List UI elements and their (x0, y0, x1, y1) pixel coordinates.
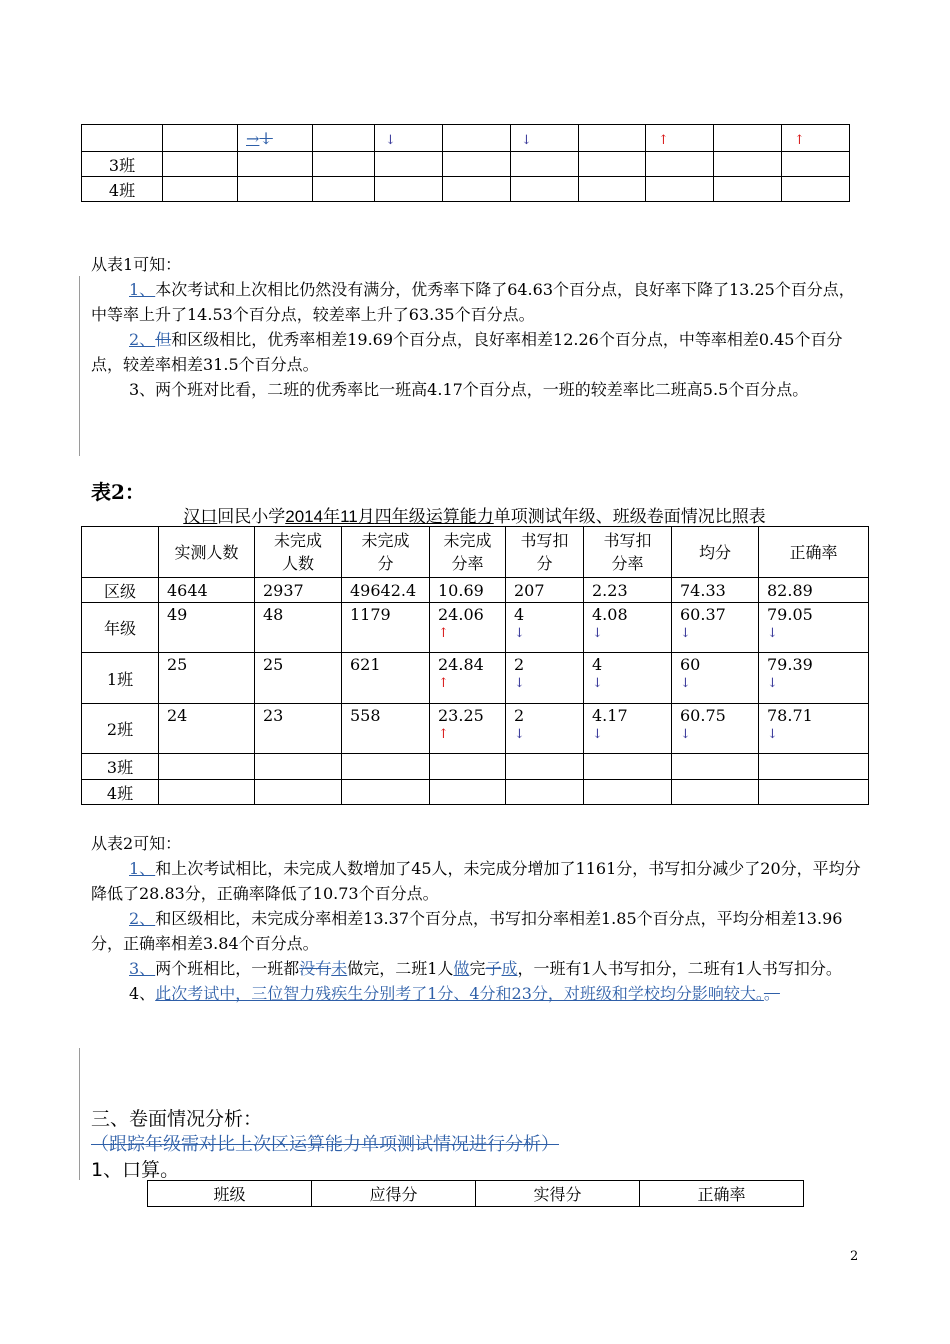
col-header: 正确率 (640, 1181, 804, 1207)
col-header: 应得分 (312, 1181, 476, 1207)
table-cell: 2 ↓ (506, 704, 584, 754)
table-cell: 24.84 ↑ (430, 653, 506, 704)
table-cell: 79.05 ↓ (759, 603, 869, 653)
arrow-down-icon: ↓ (385, 132, 396, 148)
table-row (82, 177, 850, 202)
row-label: 区级 (82, 578, 159, 603)
arrow-down-icon: ↓ (767, 727, 778, 742)
table-row (82, 704, 869, 754)
col-header: 书写扣分率 (584, 527, 672, 578)
arrow-down-icon: ↓ (514, 626, 525, 641)
col-header: 班级 (148, 1181, 312, 1207)
note-paragraph: 4、此次考试中，三位智力残疾生分别考了1分、4分和23分，对班级和学校均分影响较大。。 (129, 984, 780, 1003)
table-cell: 4.08 ↓ (584, 603, 672, 653)
table-cell: 23.25 ↑ (430, 704, 506, 754)
table-cell: 621 (342, 653, 430, 704)
col-header: 未完成分 (342, 527, 430, 578)
notes-intro: 从表1可知： (91, 255, 182, 274)
table-cell: 60.37 ↓ (672, 603, 759, 653)
table-cell: 82.89 (759, 578, 869, 603)
table1-notes (91, 252, 861, 402)
table2-label: 表2： (91, 480, 145, 504)
col-header: 未完成人数 (255, 527, 342, 578)
table-cell: 2937 (255, 578, 342, 603)
table-row (82, 754, 869, 780)
table-cell: 2.23 (584, 578, 672, 603)
table-header-row (82, 527, 869, 578)
table-cell: 24.06 ↑ (430, 603, 506, 653)
row-label: 4班 (82, 780, 159, 805)
table-cell: 60.75 ↓ (672, 704, 759, 754)
note-paragraph: 2、但和区级相比，优秀率相差19.69个百分点，良好率相差12.26个百分点，中等率相差0.45个百分点，较差率相差31.5个百分点。 (91, 330, 843, 374)
col-header: 未完成分率 (430, 527, 506, 578)
table-cell: 1179 (342, 603, 430, 653)
table-cell: 4.17 ↓ (584, 704, 672, 754)
table-row (82, 603, 869, 653)
row-label: 3班 (82, 152, 163, 177)
table-cell: 78.71 ↓ (759, 704, 869, 754)
section-heading: 三、卷面情况分析： (91, 1108, 263, 1130)
arrow-down-icon: ↓ (514, 676, 525, 691)
row-label: 年级 (82, 603, 159, 653)
note-paragraph: 3、两个班对比看，二班的优秀率比一班高4.17个百分点，一班的较差率比二班高5.5个百分点。 (129, 380, 809, 399)
table-cell: 49642.4 (342, 578, 430, 603)
arrow-up-icon: ↑ (658, 132, 669, 148)
table-row (82, 125, 850, 152)
table-cell: 558 (342, 704, 430, 754)
arrow-down-icon: ↓ (680, 727, 691, 742)
arrow-down-icon: ↓ (767, 676, 778, 691)
table-cell: 74.33 (672, 578, 759, 603)
row-label: 4班 (82, 177, 163, 202)
table-cell: 25 (159, 653, 255, 704)
note-paragraph: 3、两个班相比，一班都没有未做完，二班1人做完子成，一班有1人书写扣分，二班有1人书写扣分。 (129, 959, 842, 978)
table-cell: 4 ↓ (584, 653, 672, 704)
table-row (82, 152, 850, 177)
note-paragraph: 1、和上次考试相比，未完成人数增加了45人，未完成分增加了1161分，书写扣分减少了20分，平均分降低了28.83分，正确率降低了10.73个百分点。 (91, 859, 861, 903)
table-cell: 23 (255, 704, 342, 754)
table-cell: 49 (159, 603, 255, 653)
arrow-down-icon: ↓ (592, 676, 603, 691)
arrow-right-icon: → (246, 128, 260, 148)
col-header: 实得分 (476, 1181, 640, 1207)
table-cell: 24 (159, 704, 255, 754)
col-header: 实测人数 (159, 527, 255, 578)
table-cell: 4 ↓ (506, 603, 584, 653)
page-number: 2 (850, 1249, 859, 1264)
table-row (82, 780, 869, 805)
table-cell: 207 (506, 578, 584, 603)
row-label: 1班 (82, 653, 159, 704)
arrow-down-icon: ↓ (592, 626, 603, 641)
col-header: 均分 (672, 527, 759, 578)
row-label: 2班 (82, 704, 159, 754)
col-header: 正确率 (759, 527, 869, 578)
table-cell: 4644 (159, 578, 255, 603)
table2-notes (91, 831, 861, 1006)
arrow-down-icon: ↓ (259, 128, 273, 148)
arrow-up-icon: ↑ (438, 626, 449, 641)
table-cell: 48 (255, 603, 342, 653)
change-bar (79, 276, 80, 456)
row-label: 3班 (82, 754, 159, 780)
oral-calc-table (147, 1180, 804, 1207)
note-paragraph: 1、本次考试和上次相比仍然没有满分，优秀率下降了64.63个百分点，良好率下降了13.25个百分点，中等率上升了14.53个百分点，较差率上升了63.35个百分点。 (91, 280, 855, 324)
arrow-down-icon: ↓ (680, 676, 691, 691)
arrow-down-icon: ↓ (521, 132, 532, 148)
table-row (82, 653, 869, 704)
table-cell: 2 ↓ (506, 653, 584, 704)
table2-caption: 汉口回民小学2014年11月四年级运算能力单项测试年级、班级卷面情况比照表 (183, 507, 766, 526)
table-cell: 79.39 ↓ (759, 653, 869, 704)
arrow-down-icon: ↓ (767, 626, 778, 641)
arrow-up-icon: ↑ (438, 727, 449, 742)
arrow-down-icon: ↓ (514, 727, 525, 742)
table1-partial (81, 124, 850, 202)
note-paragraph: 2、和区级相比，未完成分率相差13.37个百分点，书写扣分率相差1.85个百分点，平均分相差13.96分，正确率相差3.84个百分点。 (91, 909, 843, 953)
col-header: 书写扣分 (506, 527, 584, 578)
arrow-down-icon: ↓ (680, 626, 691, 641)
table2 (81, 526, 869, 805)
arrow-up-icon: ↑ (438, 676, 449, 691)
table-header-row (148, 1181, 804, 1207)
notes-intro: 从表2可知： (91, 834, 182, 853)
arrow-down-icon: ↓ (592, 727, 603, 742)
arrow-up-icon: ↑ (794, 132, 805, 148)
table-cell: 60 ↓ (672, 653, 759, 704)
table-cell: 25 (255, 653, 342, 704)
subsection-heading: 1、口算。 (91, 1159, 180, 1181)
table-row (82, 578, 869, 603)
change-bar (79, 1048, 80, 1180)
table-cell: 10.69 (430, 578, 506, 603)
struck-note: （跟踪年级需对比上次区运算能力单项测试情况进行分析） (91, 1134, 559, 1155)
